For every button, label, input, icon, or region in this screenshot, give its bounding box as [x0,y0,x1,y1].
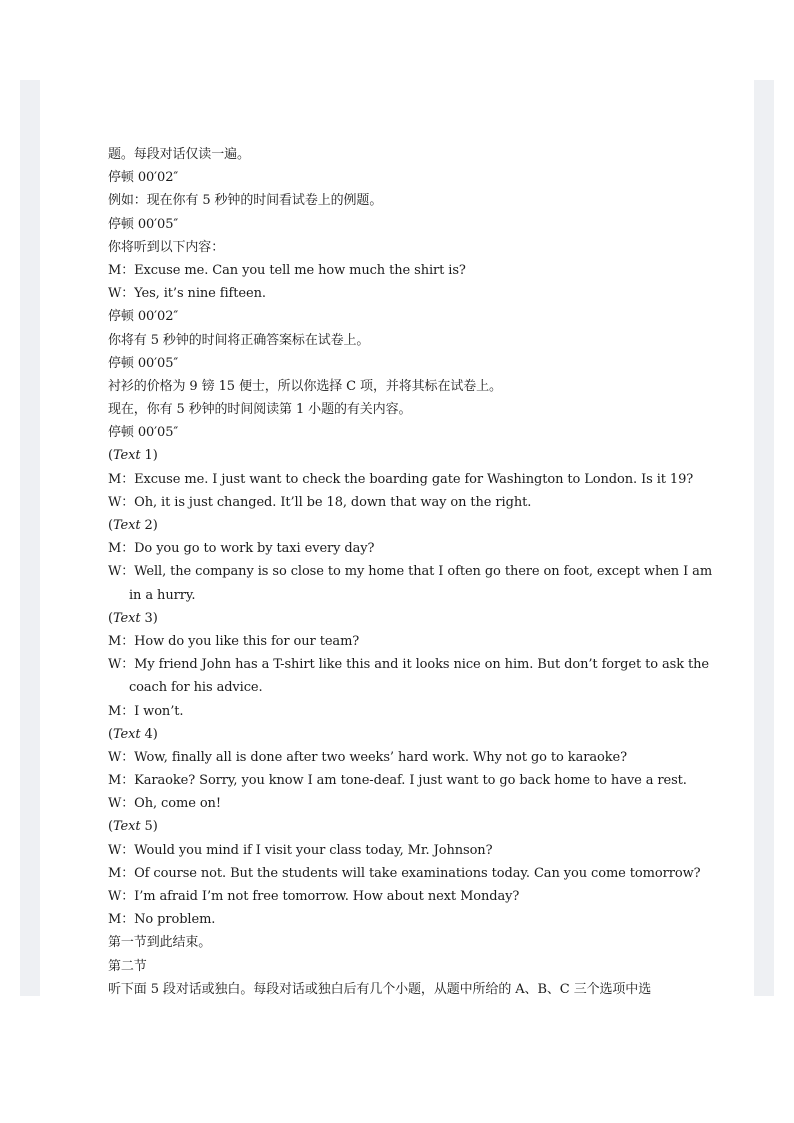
text-heading: (Text 3) [108,610,158,626]
dialogue-line: W：I’m afraid I’m not free tomorrow. How about next Monday? [108,889,520,904]
text-line: 你将有 5 秒钟的时间将正确答案标在试卷上。 [108,332,370,348]
listening-script [108,143,713,1001]
scan-margin-left [20,80,40,996]
dialogue-line: W：My friend John has a T-shirt like this and it looks nice on him. But don’t forget to ask the [108,657,710,673]
text-heading-number: 5) [140,819,158,835]
text-heading-number: 2) [140,518,158,533]
text-heading-label: Text [112,726,141,742]
text-heading: (Text 5) [108,819,158,835]
dialogue-line: W：Wow, finally all is done after two weeks’ hard work. Why not go to karaoke? [108,749,627,765]
text-heading-label: Text [112,610,141,626]
dialogue-line: M：How do you like this for our team? [108,633,360,649]
text-heading-label: Text [112,518,141,533]
dialogue-line: M：I won’t. [108,703,184,719]
dialogue-continuation: in a hurry. [129,587,196,603]
pause-line: 停顿 00′05″ [108,216,179,232]
text-line: 你将听到以下内容： [108,239,225,255]
dialogue-continuation: coach for his advice. [129,680,263,696]
scan-margin-right [754,80,774,996]
text-heading-label: Text [112,819,141,835]
text-line: 例如：现在你有 5 秒钟的时间看试卷上的例题。 [108,193,383,209]
dialogue-line: M：No problem. [108,912,216,928]
dialogue-line: W：Yes, it’s nine fifteen. [108,286,266,302]
text-heading-number: 3) [140,610,158,626]
dialogue-line: W：Oh, come on! [108,796,221,812]
section-end-line: 第一节到此结束。 [108,935,212,951]
pause-line: 停顿 00′02″ [108,170,179,186]
section-heading: 第二节 [108,958,147,974]
dialogue-line: W：Well, the company is so close to my home that I often go there on foot, except when I am [108,564,713,580]
text-heading: (Text 2) [108,518,158,533]
dialogue-line: M：Karaoke? Sorry, you know I am tone-deaf. I just want to go back home to have a rest. [108,773,687,789]
text-line: 题。每段对话仅读一遍。 [108,147,250,162]
text-heading-number: 1) [140,448,158,464]
text-heading: (Text 1) [108,448,158,464]
dialogue-line: M：Do you go to work by taxi every day? [108,541,375,557]
pause-line: 停顿 00′05″ [108,355,179,371]
dialogue-line: W：Would you mind if I visit your class today, Mr. Johnson? [108,842,493,858]
instruction-line: 听下面 5 段对话或独白。每段对话或独白后有几个小题，从题中所给的 A、B、C 三个选项中选 [108,981,652,997]
dialogue-line: M：Excuse me. I just want to check the boarding gate for Washington to London. Is it 19? [108,471,694,487]
text-line: 衬衫的价格为 9 镑 15 便士，所以你选择 C 项，并将其标在试卷上。 [108,378,502,394]
text-line: 现在，你有 5 秒钟的时间阅读第 1 小题的有关内容。 [108,402,412,418]
text-heading-label: Text [112,448,141,464]
text-heading-number: 4) [140,726,158,742]
text-heading: (Text 4) [108,726,158,742]
dialogue-line: W：Oh, it is just changed. It’ll be 18, down that way on the right. [108,494,532,510]
pause-line: 停顿 00′05″ [108,425,179,441]
pause-line: 停顿 00′02″ [108,309,179,325]
dialogue-line: M：Excuse me. Can you tell me how much the shirt is? [108,262,466,278]
dialogue-line: M：Of course not. But the students will take examinations today. Can you come tomorrow? [108,865,701,881]
